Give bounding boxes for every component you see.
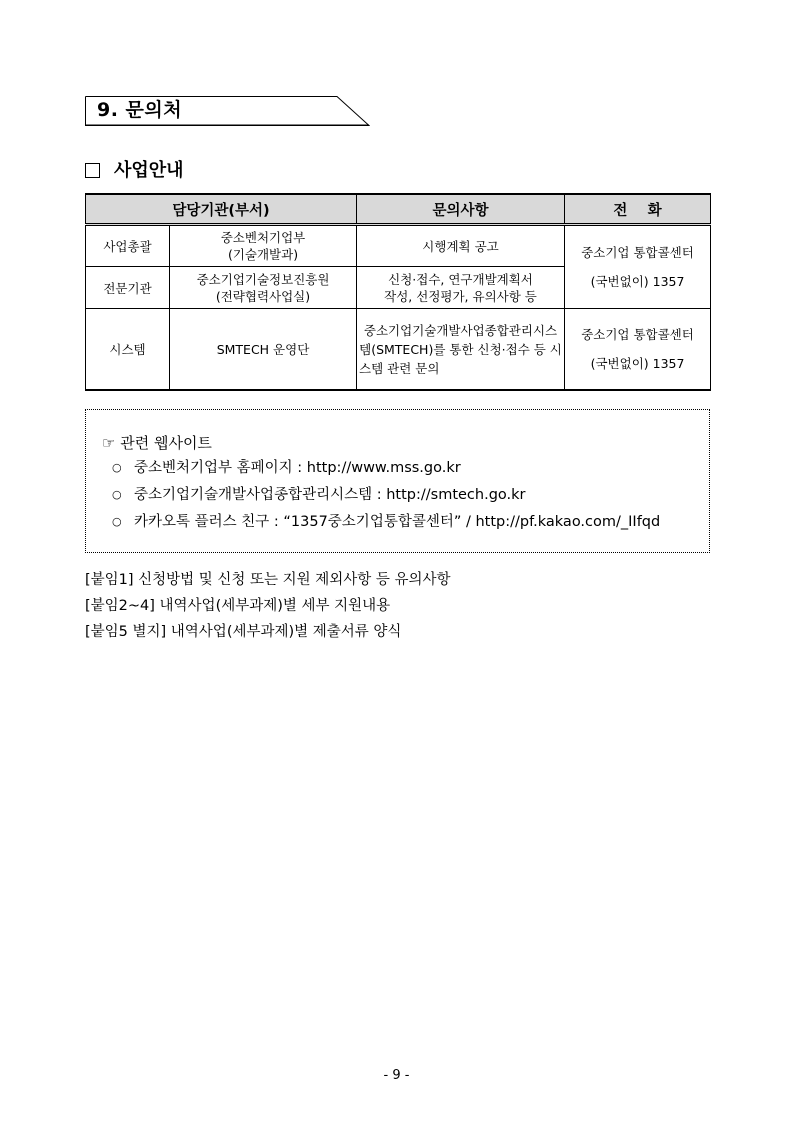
row-category: 전문기관 [86,267,170,309]
row-category: 시스템 [86,309,170,391]
section-title: 9. 문의처 [97,99,183,121]
phone-line: (국번없이) 1357 [590,274,685,289]
websites-box [85,409,710,553]
header-inquiry: 문의사항 [357,194,565,225]
contact-table [85,193,711,391]
website-link[interactable]: 중소기업기술개발사업종합관리시스템 : http://smtech.go.kr [134,487,526,503]
website-link[interactable]: 카카오톡 플러스 친구 : “1357중소기업통합콜센터” / http://pf.kakao.com/_IIfqd [134,514,661,530]
list-item [112,510,660,537]
row-phone [565,225,711,309]
circle-bullet-icon: ○ [112,515,122,528]
table-row [86,225,711,267]
row-dept [170,225,357,267]
circle-bullet-icon: ○ [112,488,122,501]
header-phone: 전 화 [565,194,711,225]
row-inquiry: 시행계획 공고 [357,225,565,267]
phone-line: 중소기업 통합콜센터 [581,327,694,342]
attachment-item: [붙임2~4] 내역사업(세부과제)별 세부 지원내용 [85,598,391,614]
row-dept: SMTECH 운영단 [170,309,357,391]
row-dept-line: (전략협력사업실) [215,288,311,304]
row-dept [170,267,357,309]
phone-line: (국번없이) 1357 [590,356,685,371]
header-dept: 담당기관(부서) [86,194,357,225]
row-dept-line: 중소기업기술정보진흥원 [196,271,330,287]
row-phone [565,309,711,391]
row-inquiry: 중소기업기술개발사업종합관리시스템(SMTECH)를 통한 신청·접수 등 시스템 관련 문의 [357,309,565,391]
list-item [112,456,660,483]
table-header-row [86,194,711,225]
phone-line: 중소기업 통합콜센터 [581,245,694,260]
row-dept-line: (기술개발과) [227,247,299,262]
row-dept-line: 중소벤처기업부 [220,230,306,245]
attachment-item: [붙임5 별지] 내역사업(세부과제)별 제출서류 양식 [85,624,402,640]
section-title-box [85,96,370,126]
page-number: - 9 - [383,1068,410,1083]
list-item [112,483,660,510]
circle-bullet-icon: ○ [112,461,122,474]
websites-title: ☞ 관련 웹사이트 [102,434,212,452]
website-link[interactable]: 중소벤처기업부 홈페이지 : http://www.mss.go.kr [134,460,461,476]
attachment-item: [붙임1] 신청방법 및 신청 또는 지원 제외사항 등 유의사항 [85,572,451,588]
row-inquiry-line: 신청·접수, 연구개발계획서 [388,271,533,287]
row-inquiry [357,267,565,309]
subsection-title: 사업안내 [114,160,184,181]
attachments-list [85,569,451,647]
table-row [86,309,711,391]
row-inquiry-line: 작성, 선정평가, 유의사항 등 [384,288,537,304]
checkbox-square-icon [85,163,100,178]
row-category: 사업총괄 [86,225,170,267]
subsection-heading [85,156,184,182]
websites-list [112,456,660,537]
